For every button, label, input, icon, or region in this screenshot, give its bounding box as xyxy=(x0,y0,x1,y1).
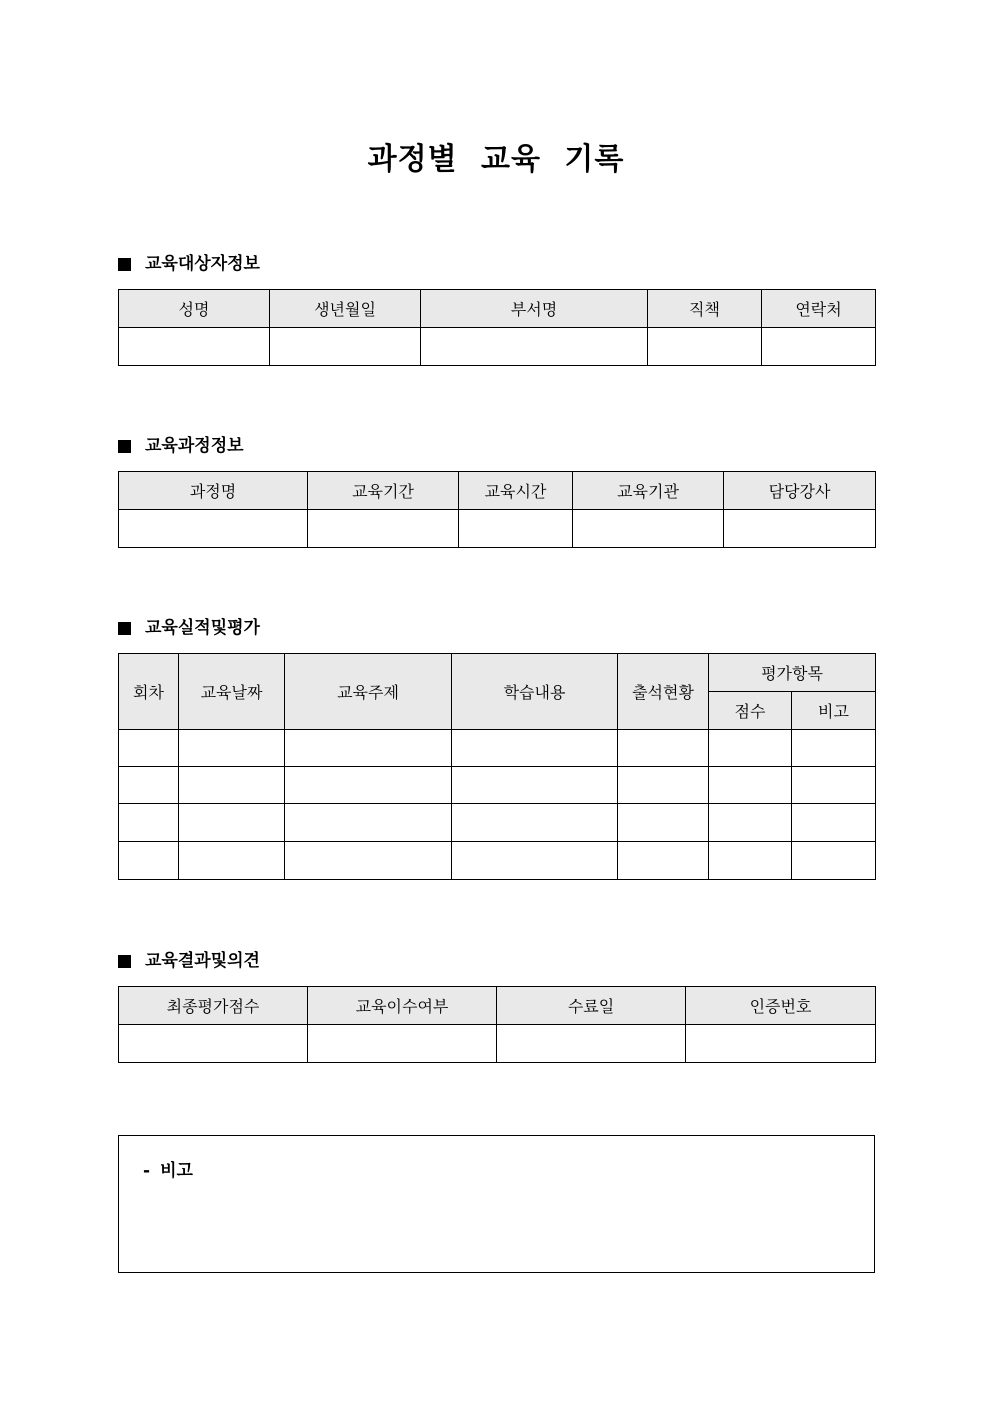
section-heading-label: 교육과정정보 xyxy=(145,436,244,456)
table-row xyxy=(119,1025,876,1063)
header-cell: 교육기관 xyxy=(573,472,724,510)
input-cell[interactable] xyxy=(792,730,876,767)
input-cell[interactable] xyxy=(308,510,459,548)
section-heading-result xyxy=(118,949,260,973)
remarks-label-text: 비고 xyxy=(160,1161,193,1181)
table-row xyxy=(119,328,876,366)
input-cell[interactable] xyxy=(618,842,709,880)
input-cell[interactable] xyxy=(285,767,452,804)
input-cell[interactable] xyxy=(709,767,792,804)
input-cell[interactable] xyxy=(618,767,709,804)
input-cell[interactable] xyxy=(119,767,179,804)
section-heading-label: 교육결과및의견 xyxy=(145,951,260,971)
page-title: 과정별 교육 기록 xyxy=(367,142,625,177)
input-cell[interactable] xyxy=(573,510,724,548)
header-cell: 교육이수여부 xyxy=(308,987,497,1025)
input-cell[interactable] xyxy=(618,804,709,842)
header-cell: 점수 xyxy=(709,692,792,730)
input-cell[interactable] xyxy=(270,328,421,366)
table-row xyxy=(119,804,876,842)
remarks-label xyxy=(143,1156,193,1181)
remarks-box[interactable] xyxy=(118,1135,875,1273)
table-header-row xyxy=(119,290,876,328)
input-cell[interactable] xyxy=(709,730,792,767)
performance-table xyxy=(118,653,876,880)
header-cell: 부서명 xyxy=(421,290,648,328)
header-cell: 최종평가점수 xyxy=(119,987,308,1025)
header-cell: 회차 xyxy=(119,654,179,730)
input-cell[interactable] xyxy=(497,1025,686,1063)
input-cell[interactable] xyxy=(686,1025,876,1063)
header-cell: 과정명 xyxy=(119,472,308,510)
table-header-row xyxy=(119,654,876,692)
input-cell[interactable] xyxy=(762,328,876,366)
header-cell: 수료일 xyxy=(497,987,686,1025)
input-cell[interactable] xyxy=(119,804,179,842)
header-cell: 학습내용 xyxy=(452,654,618,730)
input-cell[interactable] xyxy=(459,510,573,548)
header-cell: 교육날짜 xyxy=(179,654,285,730)
square-bullet-icon xyxy=(118,258,131,271)
table-row xyxy=(119,767,876,804)
input-cell[interactable] xyxy=(452,804,618,842)
input-cell[interactable] xyxy=(421,328,648,366)
input-cell[interactable] xyxy=(119,842,179,880)
table-row xyxy=(119,510,876,548)
header-cell: 생년월일 xyxy=(270,290,421,328)
input-cell[interactable] xyxy=(285,730,452,767)
input-cell[interactable] xyxy=(709,804,792,842)
input-cell[interactable] xyxy=(119,328,270,366)
input-cell[interactable] xyxy=(452,767,618,804)
input-cell[interactable] xyxy=(179,804,285,842)
section-heading-label: 교육대상자정보 xyxy=(145,254,260,274)
input-cell[interactable] xyxy=(119,510,308,548)
square-bullet-icon xyxy=(118,440,131,453)
input-cell[interactable] xyxy=(792,804,876,842)
section-heading-performance xyxy=(118,616,260,640)
header-cell: 교육시간 xyxy=(459,472,573,510)
header-cell: 담당강사 xyxy=(724,472,876,510)
course-info-table xyxy=(118,471,876,548)
input-cell[interactable] xyxy=(285,842,452,880)
table-row xyxy=(119,842,876,880)
header-cell: 성명 xyxy=(119,290,270,328)
square-bullet-icon xyxy=(118,622,131,635)
section-heading-course xyxy=(118,434,244,458)
table-header-row xyxy=(119,472,876,510)
header-cell: 직책 xyxy=(648,290,762,328)
result-table xyxy=(118,986,876,1063)
input-cell[interactable] xyxy=(792,842,876,880)
trainee-info-table xyxy=(118,289,876,366)
input-cell[interactable] xyxy=(724,510,876,548)
input-cell[interactable] xyxy=(709,842,792,880)
input-cell[interactable] xyxy=(119,1025,308,1063)
input-cell[interactable] xyxy=(179,767,285,804)
table-row xyxy=(119,730,876,767)
input-cell[interactable] xyxy=(618,730,709,767)
input-cell[interactable] xyxy=(285,804,452,842)
section-heading-trainee xyxy=(118,252,260,276)
header-group-cell: 평가항목 xyxy=(709,654,876,692)
input-cell[interactable] xyxy=(452,730,618,767)
header-cell: 교육기간 xyxy=(308,472,459,510)
input-cell[interactable] xyxy=(792,767,876,804)
header-cell: 연락처 xyxy=(762,290,876,328)
input-cell[interactable] xyxy=(179,730,285,767)
input-cell[interactable] xyxy=(452,842,618,880)
header-cell: 인증번호 xyxy=(686,987,876,1025)
input-cell[interactable] xyxy=(119,730,179,767)
header-cell: 교육주제 xyxy=(285,654,452,730)
section-heading-label: 교육실적및평가 xyxy=(145,618,260,638)
input-cell[interactable] xyxy=(308,1025,497,1063)
header-cell: 출석현황 xyxy=(618,654,709,730)
remarks-dash: - xyxy=(143,1161,151,1181)
input-cell[interactable] xyxy=(648,328,762,366)
header-cell: 비고 xyxy=(792,692,876,730)
table-header-row xyxy=(119,987,876,1025)
square-bullet-icon xyxy=(118,955,131,968)
input-cell[interactable] xyxy=(179,842,285,880)
